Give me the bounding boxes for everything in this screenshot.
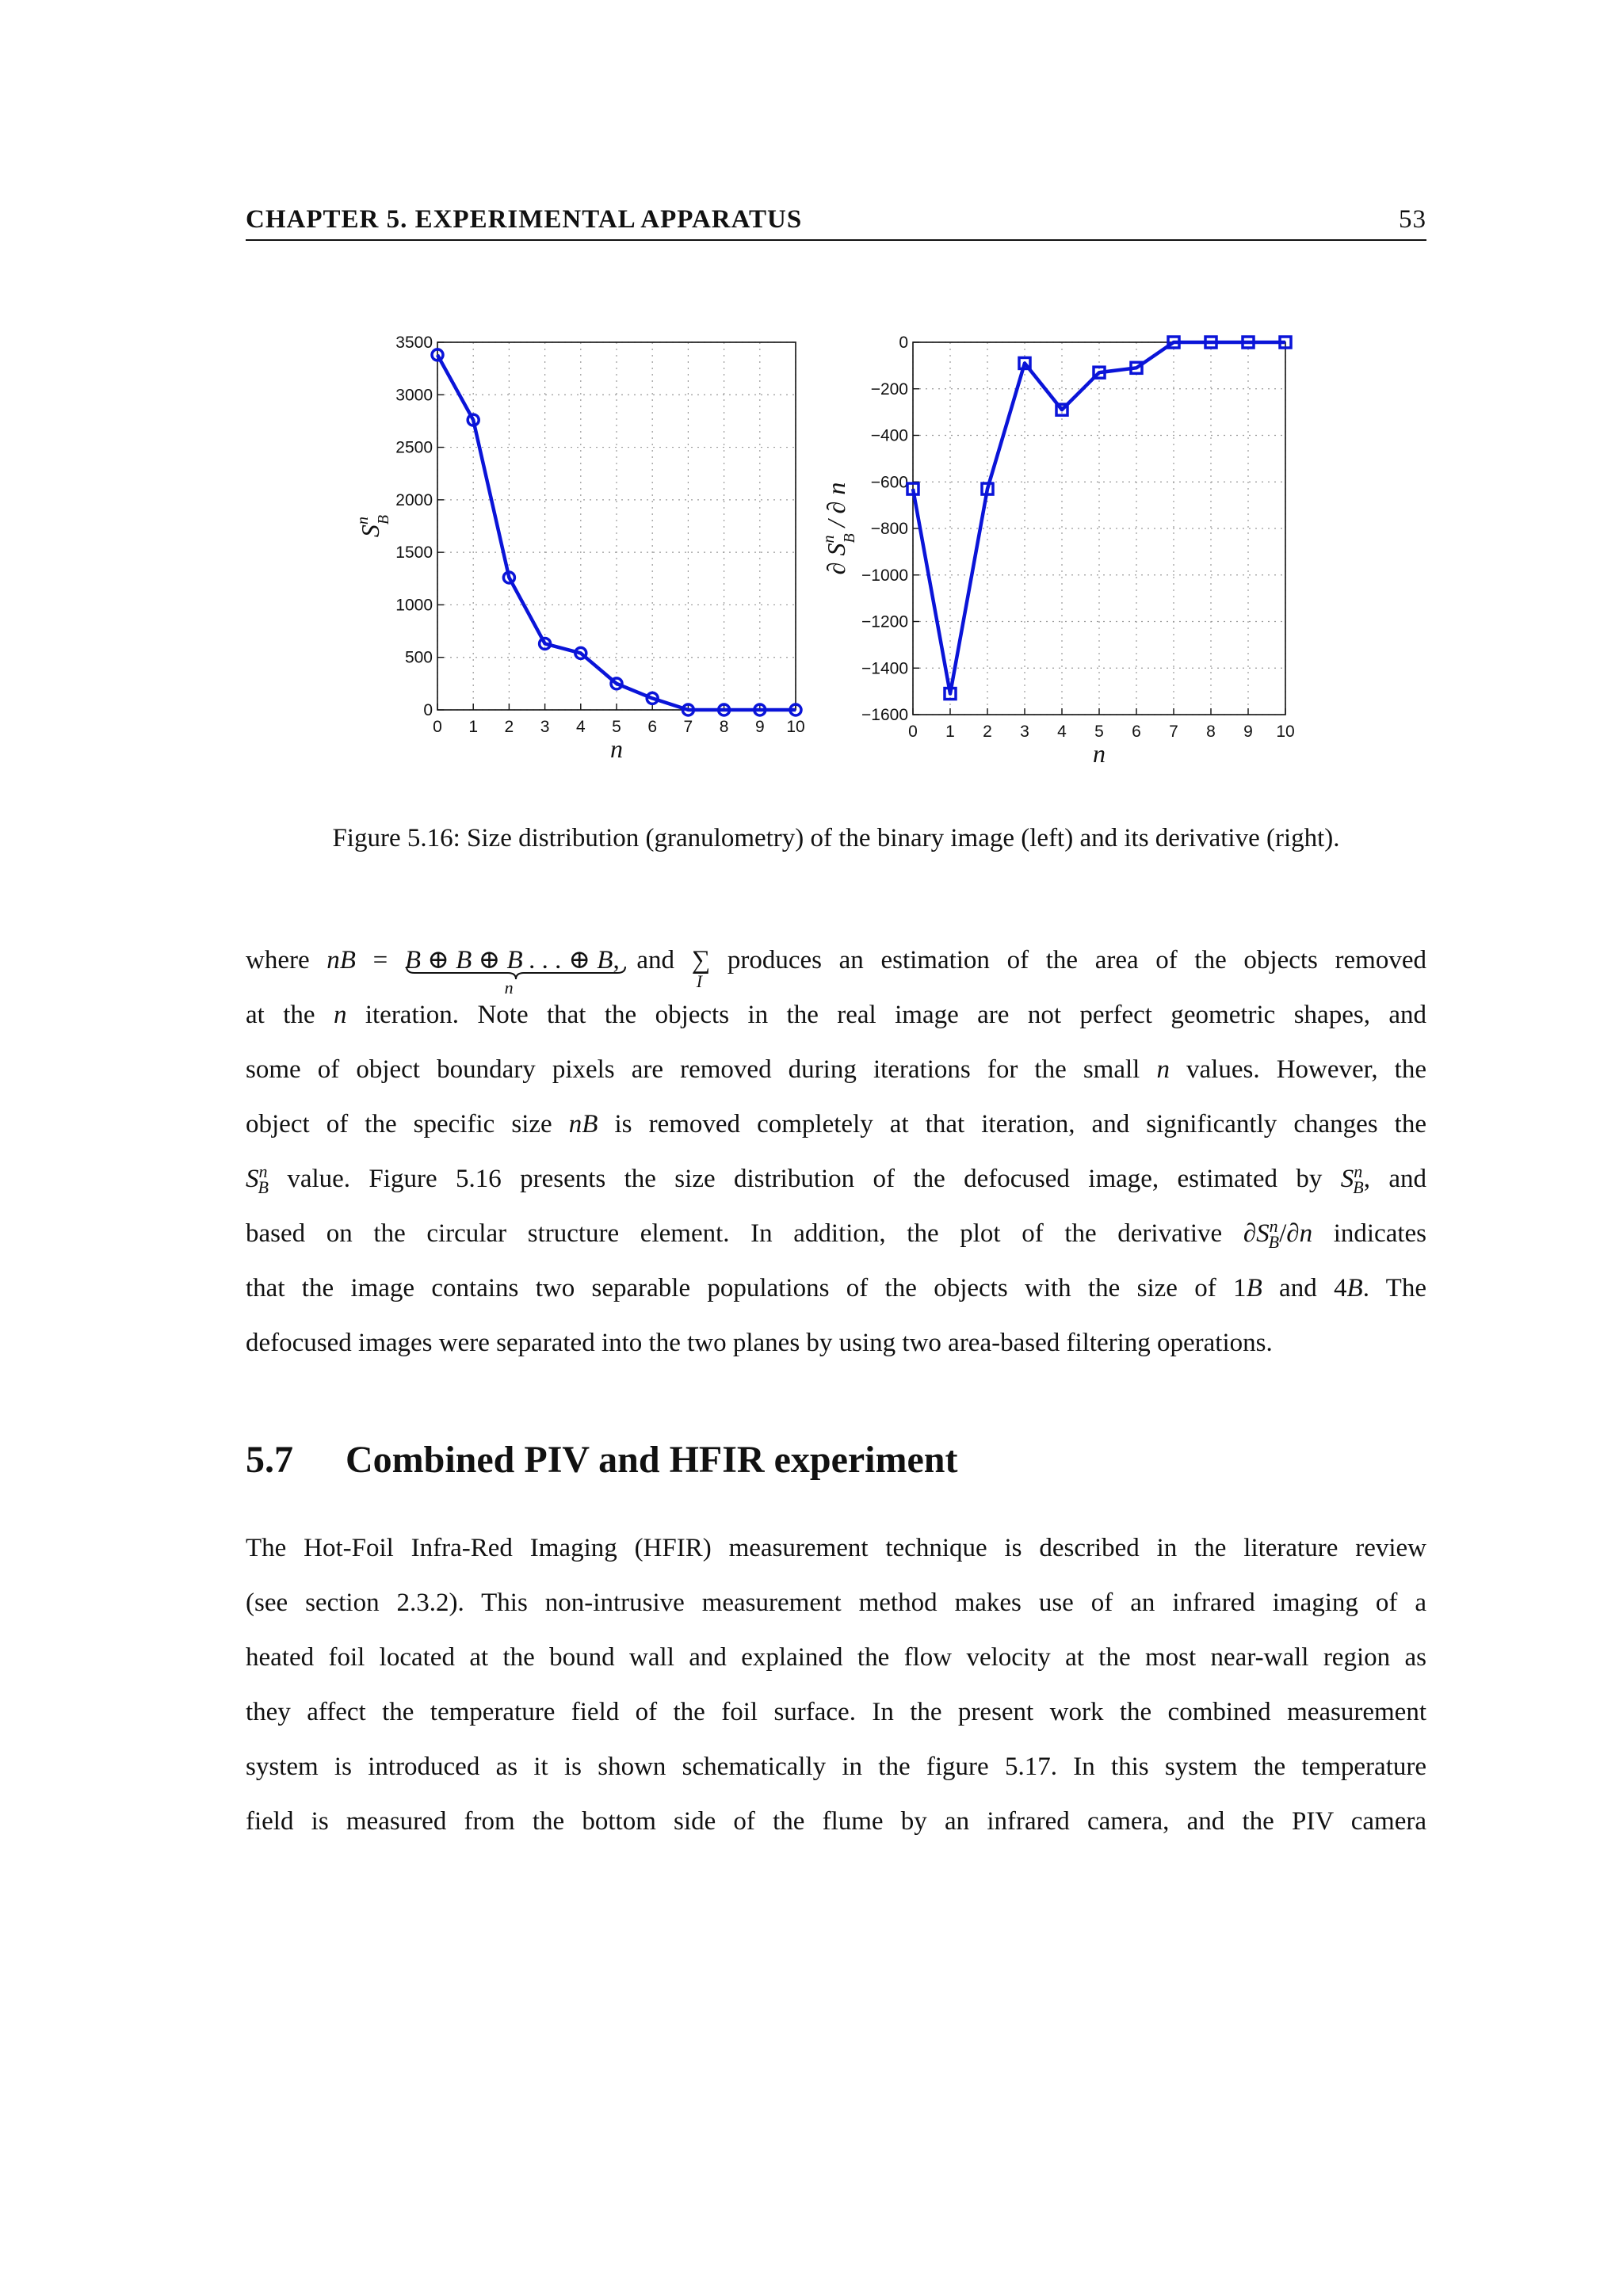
x-tick-label: 9 (754, 718, 765, 736)
figure-caption: Figure 5.16: Size distribution (granulometry) of the binary image (left) and its derivative (right). (332, 824, 1340, 852)
y-tick-label: −1000 (861, 566, 908, 585)
plot-frame (913, 342, 1285, 715)
text-line: system is introduced as it is shown schematically in the figure 5.17. In this system the temperature (246, 1753, 1426, 1781)
y-tick-label: −800 (870, 520, 908, 538)
y-tick-label: 3000 (395, 386, 433, 405)
running-header (246, 204, 1426, 241)
x-tick-label: 3 (1020, 723, 1029, 741)
x-tick-label: 0 (433, 718, 442, 736)
y-tick-label: −200 (870, 379, 908, 399)
y-tick-label: −400 (870, 426, 908, 445)
text-line: $S^n_B$ value. Figure 5.16 presents the size distribution of the defocused image, estimated by $S^n_B$, and (246, 1161, 1426, 1197)
underbrace (405, 965, 627, 981)
y-tick-label: 2500 (395, 438, 433, 457)
x-tick-label: 8 (719, 718, 729, 736)
text-line: The Hot-Foil Infra-Red Imaging (HFIR) measurement technique is described in the literature review (246, 1534, 1426, 1562)
text-line: based on the circular structure element. In addition, the plot of the derivative $\partial S^n_B/\partial n$ indicates (246, 1216, 1426, 1252)
text-line: (see section 2.3.2). This non-intrusive measurement method makes use of an infrared imaging of a (246, 1589, 1426, 1617)
x-tick-label: 10 (1276, 723, 1295, 741)
x-tick-label: 5 (612, 718, 621, 736)
y-tick-label: 0 (423, 701, 433, 719)
x-tick-label: 10 (786, 718, 805, 736)
page-number: 53 (1399, 205, 1426, 234)
text-line: at the n iteration. Note that the objects in the real image are not perfect geometric shapes, and (246, 1001, 1426, 1029)
sum-symbol: ∑ I (691, 946, 711, 991)
x-tick-label: 8 (1206, 723, 1216, 741)
x-tick-label: 0 (908, 723, 918, 741)
y-tick-label: 1000 (395, 596, 433, 615)
y-tick-label: 3500 (395, 334, 433, 352)
y-tick-label: 2000 (395, 490, 433, 509)
x-tick-label: 2 (983, 723, 992, 741)
derivative-chart (820, 334, 1295, 768)
x-tick-label: 7 (1169, 723, 1178, 741)
y-tick-label: 1500 (395, 543, 433, 563)
x-tick-label: 7 (683, 718, 693, 736)
text-line: field is measured from the bottom side of the flume by an infrared camera, and the PIV camera (246, 1807, 1426, 1836)
x-tick-label: 1 (945, 723, 955, 741)
y-axis-label (820, 482, 858, 575)
x-axis-label: n (610, 734, 623, 763)
x-axis-label: n (1093, 739, 1106, 768)
text-line: they affect the temperature field of the foil surface. In the present work the combined measurement (246, 1698, 1426, 1726)
y-tick-label: −1400 (861, 659, 908, 678)
y-tick-label: −600 (870, 473, 908, 492)
figure-5-16 (0, 301, 1623, 776)
series-line (437, 355, 796, 710)
granulometry-chart (354, 334, 805, 763)
text-line: some of object boundary pixels are removed during iterations for the small n values. However, the (246, 1055, 1426, 1084)
x-tick-label: 9 (1243, 723, 1253, 741)
section-heading (246, 1438, 957, 1482)
y-axis-label-text: ∂ $S^n$ B / ∂ n (820, 482, 858, 575)
y-tick-label: 500 (404, 648, 433, 667)
body-paragraph-1 (246, 933, 1426, 1371)
text-line: defocused images were separated into the two planes by using two area-based filtering operations. (246, 1329, 1273, 1357)
y-tick-label: −1600 (861, 706, 908, 724)
x-tick-label: 2 (504, 718, 514, 736)
x-tick-label: 4 (1057, 723, 1067, 741)
x-tick-label: 3 (540, 718, 550, 736)
text-line: object of the specific size nB is removed completely at that iteration, and significantly changes the (246, 1110, 1426, 1138)
y-axis-label (354, 515, 392, 537)
text-line: heated foil located at the bound wall and explained the flow velocity at the most near-wall region as (246, 1643, 1426, 1672)
chapter-title: CHAPTER 5. EXPERIMENTAL APPARATUS (246, 205, 803, 234)
text-line: that the image contains two separable populations of the objects with the size of 1B and 4B. The (246, 1274, 1426, 1302)
x-tick-label: 6 (1132, 723, 1141, 741)
x-tick-label: 5 (1094, 723, 1104, 741)
x-tick-label: 1 (468, 718, 479, 736)
section-number: 5.7 (246, 1439, 293, 1481)
x-tick-label: 4 (575, 718, 586, 736)
y-tick-label: −1200 (861, 612, 908, 631)
underbrace-expression: B ⊕ B ⊕ B . . . ⊕ B n (405, 933, 613, 988)
y-tick-label: 0 (899, 334, 908, 352)
y-axis-label-text: $S^n$ B (354, 514, 392, 538)
text-line: where nB = B ⊕ B ⊕ B . . . ⊕ B n , and ∑ I produces an estimation of the area of the objects removed (246, 933, 1426, 988)
x-tick-label: 6 (647, 718, 658, 736)
section-title: Combined PIV and HFIR experiment (346, 1439, 958, 1481)
body-paragraph-2 (246, 1521, 1426, 1849)
